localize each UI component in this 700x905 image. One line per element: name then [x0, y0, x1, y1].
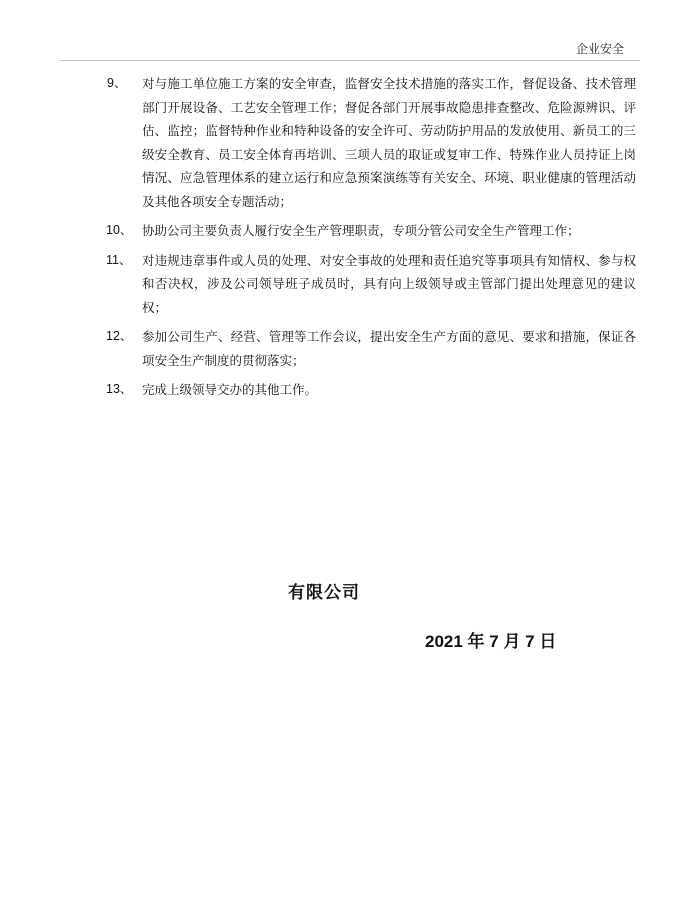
item-number: 11、: [106, 252, 132, 267]
item-text: 参加公司生产、经营、管理等工作会议，提出安全生产方面的意见、要求和措施，保证各项安全生产制度的贯彻落实；: [142, 329, 636, 368]
list-item: [106, 249, 636, 320]
item-number: 12、: [106, 329, 133, 343]
item-text: 对与施工单位施工方案的安全审查，监督安全技术措施的落实工作，督促设备、技术管理部门开展设备、工艺安全管理工作；督促各部门开展事故隐患排查整改、危险源辨识、评估、监控；监督特种作业和特种设备的安全许可、劳动防护用品的发放使用、新员工的三级安全教育、员工安全体育再培训、三项人员的取证或复审工作、特殊作业人员持证上岗情况、应急管理体系的建立运行和应急预案演练等有关安全、环境、职业健康的管理活动及其他各项安全专题活动；: [142, 76, 636, 209]
duty-list: [106, 72, 636, 408]
signature-date: 2021 年 7 月 7 日: [425, 632, 557, 651]
item-text: 对违规违章事件或人员的处理、对安全事故的处理和责任追究等事项具有知情权、参与权和否决权，涉及公司领导班子成员时，具有向上级领导或主管部门提出处理意见的建议权；: [142, 252, 636, 315]
item-text: 协助公司主要负责人履行安全生产管理职责，专项分管公司安全生产管理工作；: [142, 223, 580, 238]
list-item: [106, 325, 636, 372]
header-divider: [60, 60, 640, 61]
item-text: 完成上级领导交办的其他工作。: [142, 382, 318, 397]
list-item: [106, 219, 636, 243]
company-name: 有限公司: [288, 583, 360, 603]
item-number: 9、: [107, 76, 127, 90]
list-item: [106, 72, 636, 213]
item-number: 10、: [106, 223, 133, 237]
page-header-title: 企业安全: [575, 42, 624, 56]
list-item: [106, 378, 636, 402]
item-number: 13、: [106, 382, 133, 396]
